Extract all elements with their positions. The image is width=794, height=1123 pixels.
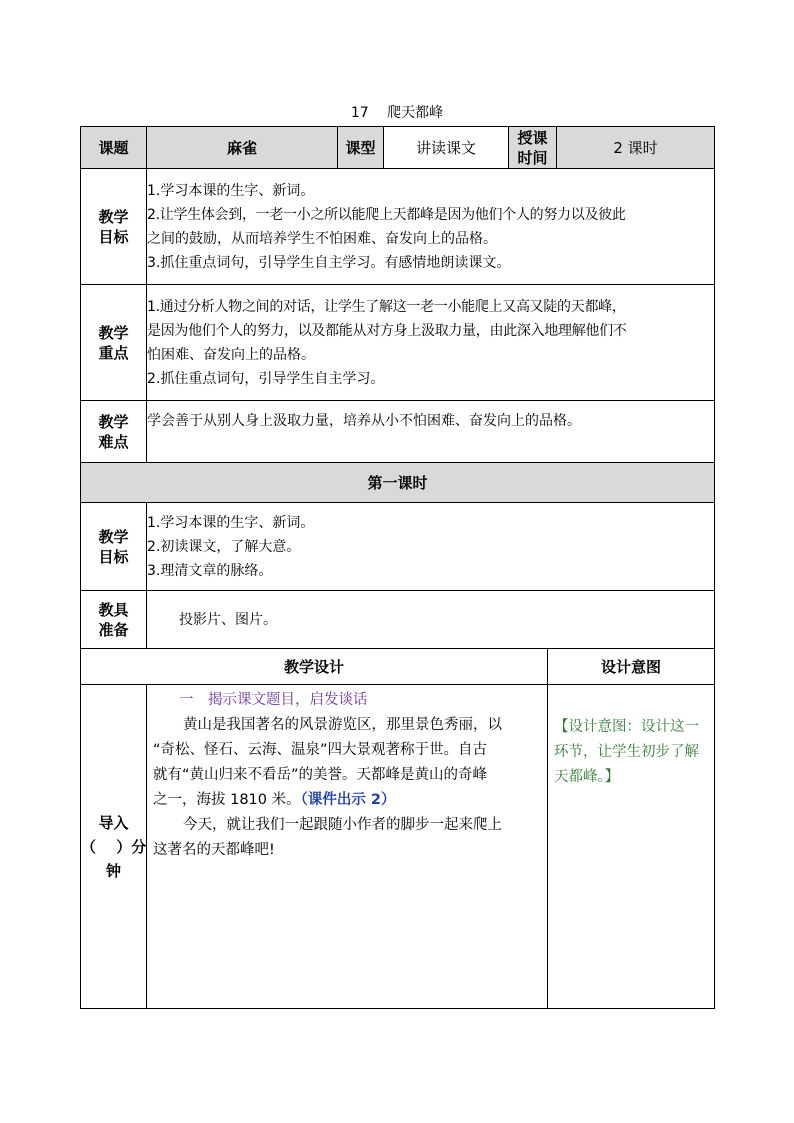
intent-col-heading: 设计意图 — [548, 649, 715, 685]
difficulty-label-line-1: 教学 — [98, 412, 129, 431]
focus-line: 1.通过分析人物之间的对话，让学生了解这一老一小能爬上又高又陡的天都峰， — [147, 298, 626, 315]
lesson1-goals-line: 3.理清文章的脉络。 — [147, 562, 273, 579]
intro-label-line-3: 钟 — [105, 861, 121, 880]
tools-label-line-1: 教具 — [98, 600, 129, 619]
lesson1-goals-content — [147, 503, 715, 591]
focus-line: 怕困难、奋发向上的品格。 — [147, 346, 315, 363]
page-title: 17 爬天都峰 — [350, 105, 444, 121]
intro-label — [81, 685, 147, 1009]
intent-line: 天都峰。】 — [554, 769, 620, 785]
difficulty-content: 学会善于从别人身上汲取力量，培养从小不怕困难、奋发向上的品格。 — [147, 401, 715, 463]
lesson1-goals-label-line-1: 教学 — [98, 527, 129, 546]
focus-label-line-2: 重点 — [98, 343, 129, 362]
intro-label-line-2: （ ）分 — [81, 837, 147, 856]
focus-label — [81, 285, 147, 401]
intent-line: 环节，让学生初步了解 — [554, 744, 699, 760]
courseware-note: （课件出示 2） — [300, 792, 396, 808]
focus-line: 是因为他们个人的努力，以及都能从对方身上汲取力量，由此深入地理解他们不 — [147, 322, 627, 339]
lesson1-heading: 第一课时 — [81, 463, 715, 503]
focus-row — [81, 285, 715, 401]
lesson1-goals-label — [81, 503, 147, 591]
tools-content: 投影片、图片。 — [147, 591, 715, 649]
subject-label: 课题 — [81, 127, 147, 169]
time-label-line-2: 时间 — [517, 148, 548, 167]
difficulty-label-line-2: 难点 — [98, 432, 129, 451]
focus-content — [147, 285, 715, 401]
tools-label-line-2: 准备 — [98, 620, 129, 639]
time-label-line-1: 授课 — [517, 128, 548, 147]
para2-line: 这著名的天都峰吧! — [153, 842, 275, 858]
header-row — [81, 127, 715, 169]
focus-line: 2.抓住重点词句，引导学生自主学习。 — [147, 370, 385, 387]
lesson1-goals-line: 2.初读课文，了解大意。 — [147, 538, 301, 555]
para1-line: 之一，海拔 1810 米。 — [153, 792, 301, 808]
para2-line: 今天，就让我们一起跟随小作者的脚步一起来爬上 — [183, 817, 502, 833]
time-label — [509, 127, 557, 169]
type-value: 讲读课文 — [384, 127, 509, 169]
lesson-plan-table — [80, 126, 715, 1009]
lesson1-goals-label-line-2: 目标 — [98, 547, 129, 566]
type-label: 课型 — [338, 127, 384, 169]
para1-line: 黄山是我国著名的风景游览区，那里景色秀丽，以 — [183, 717, 502, 733]
tools-label — [81, 591, 147, 649]
lesson1-heading-row — [81, 463, 715, 503]
goals-content — [147, 169, 715, 285]
para1-line: 就有“黄山归来不看岳”的美誉。天都峰是黄山的奇峰 — [153, 767, 488, 783]
design-heading-row — [81, 649, 715, 685]
goals-row — [81, 169, 715, 285]
para1-line: “奇松、怪石、云海、温泉”四大景观著称于世。自古 — [153, 742, 488, 758]
difficulty-row — [81, 401, 715, 463]
lesson1-goals-line: 1.学习本课的生字、新词。 — [147, 514, 315, 531]
intent-content — [548, 685, 715, 1009]
intro-row — [81, 685, 715, 1009]
goals-line: 3.抓住重点词句，引导学生自主学习。有感情地朗读课文。 — [147, 254, 511, 271]
goals-label-line-2: 目标 — [98, 227, 129, 246]
tools-row — [81, 591, 715, 649]
goals-label-line-1: 教学 — [98, 207, 129, 226]
subject-value: 麻雀 — [147, 127, 338, 169]
goals-label — [81, 169, 147, 285]
time-value: 2 课时 — [557, 127, 715, 169]
design-col-heading: 教学设计 — [81, 649, 548, 685]
difficulty-label — [81, 401, 147, 463]
goals-line: 1.学习本课的生字、新词。 — [147, 182, 315, 199]
intro-design-content — [147, 685, 548, 1009]
goals-line: 2.让学生体会到，一老一小之所以能爬上天都峰是因为他们个人的努力以及彼此 — [147, 206, 626, 223]
intro-label-line-1: 导入 — [98, 813, 129, 832]
goals-line: 之间的鼓励，从而培养学生不怕困难、奋发向上的品格。 — [147, 230, 497, 247]
lesson1-goals-row — [81, 503, 715, 591]
intent-line: 【设计意图：设计这一 — [554, 719, 699, 735]
focus-label-line-1: 教学 — [98, 323, 129, 342]
para1-last-line — [153, 788, 541, 813]
step-heading: 一 揭示课文题目，启发谈话 — [179, 692, 368, 708]
